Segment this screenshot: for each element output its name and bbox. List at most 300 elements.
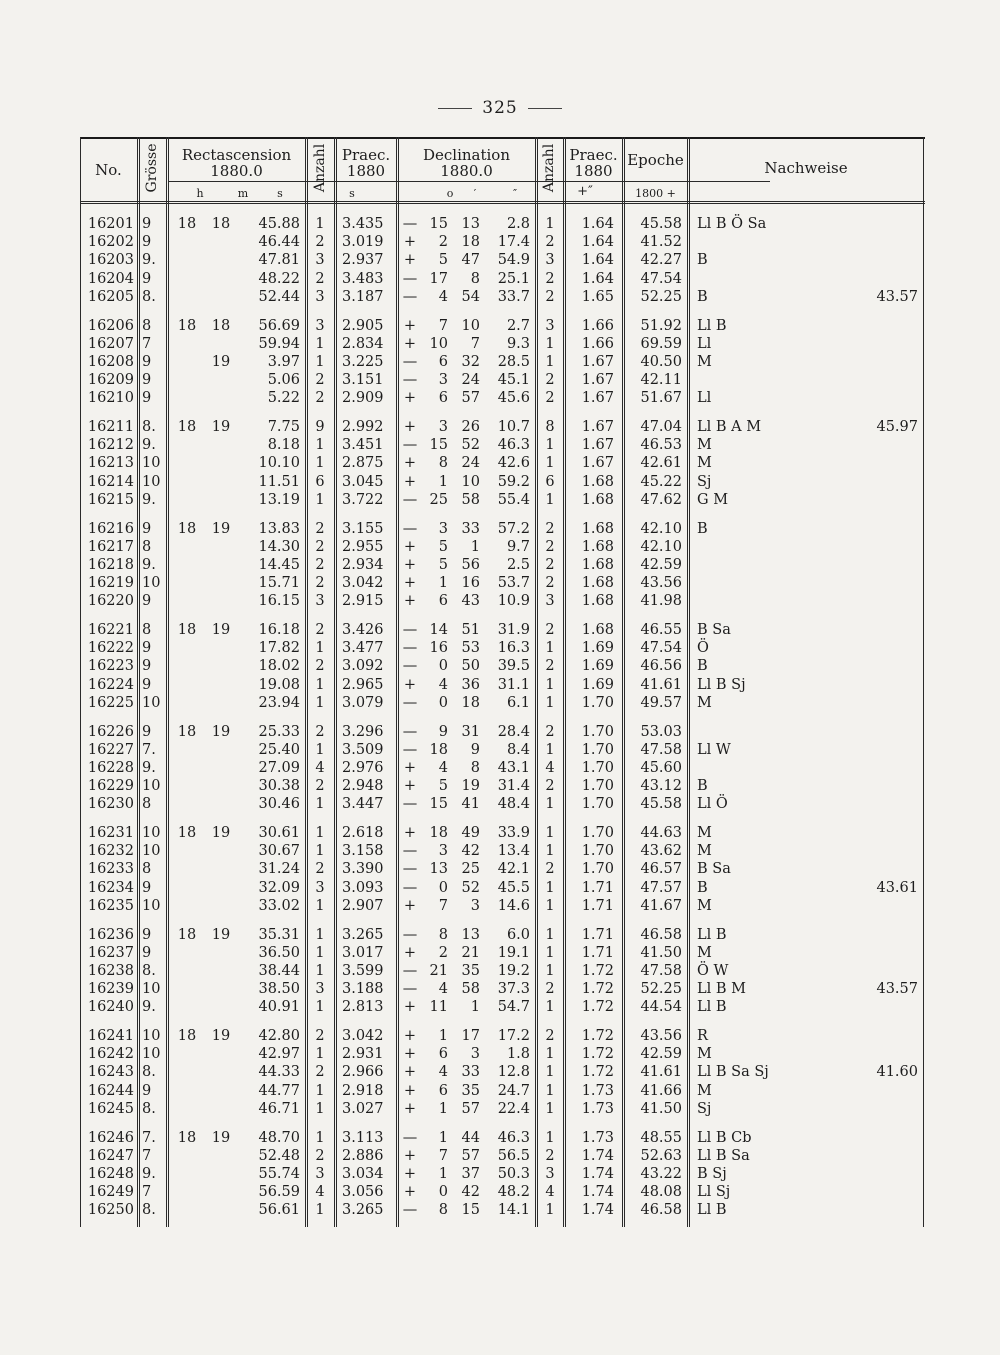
cell-epoche: 46.56: [640, 658, 682, 675]
cell-groesse: 9: [142, 723, 152, 740]
cell-epoche: 43.56: [640, 1028, 682, 1044]
cell-no: 16212: [87, 437, 134, 454]
cell-praec-dec: 1.70: [581, 741, 614, 758]
cell-praec-dec: 1.68: [581, 520, 614, 537]
cell-epoche: 42.10: [640, 520, 682, 537]
cell-dec-sec: 53.7: [497, 575, 530, 592]
cell-praec-dec: 1.73: [581, 1082, 614, 1099]
cell-dec-min: 13: [461, 926, 480, 943]
cell-praec-dec: 1.68: [581, 538, 614, 555]
cell-dec-deg: 16: [429, 640, 448, 657]
cell-dec-sec: 39.5: [497, 658, 530, 675]
cell-ra-m: 18: [211, 216, 231, 232]
cell-dec-deg: 5: [438, 556, 448, 573]
cell-note: 45.97: [876, 419, 918, 435]
cell-no: 16236: [87, 926, 134, 943]
cell-ra-h: 18: [177, 825, 197, 841]
cell-dec-min: 17: [461, 1028, 480, 1044]
cell-groesse: 9: [142, 640, 152, 657]
cell-epoche: 41.50: [640, 1100, 682, 1117]
cell-ra-s: 55.74: [258, 1165, 300, 1182]
cell-dec-min: 57: [461, 1147, 480, 1164]
cell-dec-deg: 6: [438, 593, 448, 610]
cell-ra-h: 18: [177, 622, 197, 638]
cell-praec-dec: 1.74: [581, 1165, 614, 1182]
cell-nachweise: Ll B M: [697, 981, 746, 998]
cell-praec-ra: 2.875: [342, 455, 384, 472]
cell-anzahl: 1: [315, 944, 325, 961]
cell-anzahl2: 1: [545, 491, 555, 508]
cell-dec-sign: —: [402, 640, 418, 657]
cell-dec-sign: +: [403, 1100, 417, 1117]
cell-dec-min: 16: [461, 575, 480, 592]
cell-no: 16243: [87, 1064, 134, 1081]
cell-anzahl: 1: [315, 897, 325, 914]
cell-dec-sec: 13.4: [497, 843, 530, 860]
cell-praec-dec: 1.66: [581, 317, 614, 334]
cell-anzahl2: 1: [545, 1046, 555, 1063]
cell-dec-sign: +: [403, 419, 417, 435]
cell-anzahl2: 1: [545, 741, 555, 758]
cell-groesse: 10: [142, 843, 161, 860]
cell-dec-sign: —: [402, 520, 418, 537]
cell-dec-deg: 10: [429, 335, 448, 352]
col-rule-no: [137, 137, 140, 1227]
cell-groesse: 8: [142, 317, 152, 334]
cell-nachweise: B: [697, 658, 708, 675]
cell-dec-deg: 3: [438, 520, 448, 537]
cell-dec-sign: —: [402, 658, 418, 675]
cell-ra-m: 18: [211, 317, 231, 334]
cell-no: 16248: [87, 1165, 134, 1182]
cell-praec-dec: 1.68: [581, 473, 614, 490]
page-number-text: 325: [482, 98, 518, 118]
cell-anzahl2: 4: [545, 759, 555, 776]
cell-ra-s: 14.45: [258, 556, 300, 573]
cell-anzahl: 1: [315, 1100, 325, 1117]
cell-anzahl2: 1: [545, 926, 555, 943]
cell-no: 16229: [87, 778, 134, 795]
cell-ra-s: 33.02: [258, 897, 300, 914]
cell-praec-ra: 3.447: [342, 796, 384, 813]
col-rule-anzahl: [334, 137, 337, 1227]
cell-praec-ra: 2.813: [342, 999, 384, 1016]
cell-dec-sign: +: [403, 455, 417, 472]
cell-ra-s: 42.97: [258, 1046, 300, 1063]
cell-dec-sign: +: [403, 1046, 417, 1063]
header-praec-dec-title: Praec.: [569, 146, 618, 164]
cell-dec-min: 58: [461, 981, 480, 998]
cell-dec-deg: 2: [438, 944, 448, 961]
cell-no: 16219: [87, 575, 134, 592]
cell-praec-dec: 1.64: [581, 270, 614, 287]
cell-dec-sec: 31.9: [497, 622, 530, 638]
cell-epoche: 47.58: [640, 741, 682, 758]
cell-praec-ra: 3.426: [342, 622, 384, 638]
cell-dec-deg: 1: [438, 1165, 448, 1182]
cell-groesse: 9: [142, 372, 152, 389]
cell-dec-deg: 0: [438, 694, 448, 711]
header-ra-unit-s: s: [277, 187, 283, 200]
cell-epoche: 46.58: [640, 926, 682, 943]
header-dec-epoch: 1880.0: [440, 162, 493, 180]
cell-epoche: 44.54: [640, 999, 682, 1016]
cell-praec-ra: 2.937: [342, 252, 384, 269]
cell-praec-dec: 1.64: [581, 252, 614, 269]
cell-anzahl: 1: [315, 335, 325, 352]
cell-dec-sign: —: [402, 694, 418, 711]
cell-praec-ra: 3.019: [342, 234, 384, 251]
cell-groesse: 9: [142, 593, 152, 610]
cell-groesse: 8.: [142, 288, 156, 305]
cell-no: 16237: [87, 944, 134, 961]
cell-dec-sec: 31.4: [497, 778, 530, 795]
cell-dec-sign: —: [402, 861, 418, 878]
cell-dec-deg: 0: [438, 1184, 448, 1201]
cell-no: 16234: [87, 879, 134, 896]
page-number-dash-left: [438, 108, 472, 109]
cell-anzahl: 1: [315, 1129, 325, 1146]
cell-praec-ra: 2.618: [342, 825, 384, 841]
cell-nachweise: Ll B Cb: [697, 1129, 752, 1146]
cell-dec-sign: —: [402, 926, 418, 943]
cell-praec-dec: 1.72: [581, 999, 614, 1016]
cell-anzahl: 6: [315, 473, 325, 490]
cell-dec-sign: +: [403, 1165, 417, 1182]
cell-anzahl: 4: [315, 1184, 325, 1201]
cell-praec-dec: 1.68: [581, 622, 614, 638]
cell-dec-sec: 45.5: [497, 879, 530, 896]
cell-dec-min: 52: [461, 879, 480, 896]
header-praec-ra-year: 1880: [346, 162, 386, 180]
cell-ra-h: 18: [177, 1028, 197, 1044]
cell-praec-dec: 1.68: [581, 556, 614, 573]
cell-dec-sign: +: [403, 778, 417, 795]
cell-ra-s: 38.44: [258, 962, 300, 979]
cell-epoche: 43.22: [640, 1165, 682, 1182]
cell-note: 43.57: [876, 981, 918, 998]
col-rule-praec-ra: [396, 137, 399, 1227]
cell-dec-sign: —: [402, 1129, 418, 1146]
cell-praec-ra: 3.187: [342, 288, 384, 305]
cell-praec-ra: 3.056: [342, 1184, 384, 1201]
cell-nachweise: M: [697, 897, 712, 914]
cell-ra-h: 18: [177, 419, 197, 435]
cell-praec-ra: 2.915: [342, 593, 384, 610]
cell-groesse: 9.: [142, 437, 156, 454]
cell-dec-sign: +: [403, 234, 417, 251]
cell-epoche: 47.57: [640, 879, 682, 896]
cell-praec-dec: 1.69: [581, 640, 614, 657]
cell-groesse: 7.: [142, 741, 156, 758]
cell-ra-s: 56.61: [258, 1202, 300, 1219]
page-number: [0, 98, 1000, 118]
cell-epoche: 41.67: [640, 897, 682, 914]
cell-no: 16228: [87, 759, 134, 776]
cell-no: 16226: [87, 723, 134, 740]
cell-ra-s: 10.10: [258, 455, 300, 472]
cell-dec-deg: 9: [438, 723, 448, 740]
cell-nachweise: Ll B: [697, 317, 727, 334]
header-epoche: Epoche: [627, 151, 684, 169]
cell-anzahl2: 6: [545, 473, 555, 490]
cell-groesse: 9: [142, 390, 152, 407]
cell-anzahl: 3: [315, 593, 325, 610]
cell-no: 16213: [87, 455, 134, 472]
header-dec-unit-deg: o: [446, 187, 454, 200]
cell-anzahl2: 1: [545, 1064, 555, 1081]
cell-dec-min: 25: [461, 861, 480, 878]
cell-anzahl2: 2: [545, 778, 555, 795]
cell-dec-deg: 17: [429, 270, 448, 287]
cell-praec-dec: 1.68: [581, 593, 614, 610]
cell-dec-sign: +: [403, 390, 417, 407]
cell-dec-sec: 33.9: [497, 825, 530, 841]
cell-dec-min: 51: [461, 622, 480, 638]
cell-no: 16220: [87, 593, 134, 610]
cell-no: 16241: [87, 1028, 134, 1044]
cell-no: 16210: [87, 390, 134, 407]
cell-dec-sec: 42.1: [497, 861, 530, 878]
cell-anzahl2: 2: [545, 270, 555, 287]
cell-dec-deg: 15: [429, 796, 448, 813]
cell-dec-sign: —: [402, 216, 418, 232]
cell-praec-dec: 1.72: [581, 1046, 614, 1063]
cell-epoche: 45.58: [640, 216, 682, 232]
cell-groesse: 9.: [142, 759, 156, 776]
cell-praec-ra: 3.599: [342, 962, 384, 979]
cell-dec-min: 53: [461, 640, 480, 657]
cell-ra-m: 19: [211, 723, 231, 740]
cell-praec-ra: 3.027: [342, 1100, 384, 1117]
cell-ra-h: 18: [177, 520, 197, 537]
header-sub-rule: [168, 181, 770, 182]
cell-dec-sign: +: [403, 676, 417, 693]
cell-praec-ra: 3.390: [342, 861, 384, 878]
cell-epoche: 41.61: [640, 676, 682, 693]
cell-dec-min: 19: [461, 778, 480, 795]
cell-no: 16230: [87, 796, 134, 813]
cell-dec-deg: 6: [438, 1082, 448, 1099]
cell-anzahl2: 1: [545, 1129, 555, 1146]
cell-dec-sec: 45.6: [497, 390, 530, 407]
cell-dec-deg: 6: [438, 1046, 448, 1063]
cell-dec-min: 43: [461, 593, 480, 610]
cell-dec-sign: —: [402, 270, 418, 287]
cell-dec-sign: —: [402, 796, 418, 813]
cell-no: 16214: [87, 473, 134, 490]
cell-epoche: 52.25: [640, 288, 682, 305]
cell-dec-min: 10: [461, 317, 480, 334]
cell-dec-min: 9: [470, 741, 480, 758]
cell-praec-dec: 1.72: [581, 1064, 614, 1081]
cell-praec-dec: 1.71: [581, 879, 614, 896]
cell-dec-sec: 33.7: [497, 288, 530, 305]
cell-nachweise: M: [697, 437, 712, 454]
cell-dec-min: 26: [461, 419, 480, 435]
cell-anzahl: 3: [315, 317, 325, 334]
cell-praec-dec: 1.67: [581, 437, 614, 454]
cell-ra-s: 7.75: [267, 419, 300, 435]
cell-dec-min: 10: [461, 473, 480, 490]
cell-epoche: 69.59: [640, 335, 682, 352]
cell-praec-ra: 2.909: [342, 390, 384, 407]
cell-epoche: 41.50: [640, 944, 682, 961]
cell-dec-deg: 11: [429, 999, 448, 1016]
cell-dec-deg: 13: [429, 861, 448, 878]
cell-praec-ra: 2.931: [342, 1046, 384, 1063]
cell-ra-s: 56.59: [258, 1184, 300, 1201]
cell-dec-deg: 0: [438, 658, 448, 675]
cell-no: 16207: [87, 335, 134, 352]
cell-dec-min: 37: [461, 1165, 480, 1182]
cell-anzahl2: 2: [545, 1147, 555, 1164]
cell-anzahl: 2: [315, 778, 325, 795]
cell-praec-dec: 1.70: [581, 778, 614, 795]
cell-anzahl2: 1: [545, 437, 555, 454]
cell-anzahl: 9: [315, 419, 325, 435]
cell-ra-s: 16.15: [258, 593, 300, 610]
cell-groesse: 8.: [142, 1100, 156, 1117]
cell-epoche: 40.50: [640, 353, 682, 370]
cell-dec-min: 32: [461, 353, 480, 370]
cell-anzahl2: 2: [545, 861, 555, 878]
cell-dec-min: 8: [470, 270, 480, 287]
cell-nachweise: Ll B: [697, 999, 727, 1016]
cell-nachweise: Sj: [697, 1100, 712, 1117]
cell-dec-sign: +: [403, 575, 417, 592]
cell-groesse: 10: [142, 455, 161, 472]
cell-praec-dec: 1.67: [581, 353, 614, 370]
cell-praec-ra: 2.886: [342, 1147, 384, 1164]
cell-dec-min: 52: [461, 437, 480, 454]
cell-ra-h: 18: [177, 1129, 197, 1146]
cell-no: 16205: [87, 288, 134, 305]
cell-epoche: 42.59: [640, 1046, 682, 1063]
cell-praec-ra: 2.966: [342, 1064, 384, 1081]
cell-praec-ra: 2.948: [342, 778, 384, 795]
cell-dec-sign: +: [403, 1082, 417, 1099]
cell-dec-sign: —: [402, 491, 418, 508]
cell-dec-min: 54: [461, 288, 480, 305]
col-rule-praec-dec: [622, 137, 625, 1227]
cell-praec-dec: 1.72: [581, 981, 614, 998]
cell-groesse: 9.: [142, 556, 156, 573]
cell-anzahl2: 1: [545, 353, 555, 370]
cell-dec-sign: +: [403, 897, 417, 914]
cell-dec-deg: 18: [429, 741, 448, 758]
cell-dec-sign: —: [402, 981, 418, 998]
cell-ra-s: 42.80: [258, 1028, 300, 1044]
cell-nachweise: Ll Sj: [697, 1184, 731, 1201]
header-dec-title: Declination: [422, 146, 511, 164]
cell-dec-sign: +: [403, 1147, 417, 1164]
cell-dec-sec: 2.8: [506, 216, 530, 232]
cell-groesse: 8.: [142, 419, 156, 435]
header-ra-unit-m: m: [237, 187, 249, 200]
cell-groesse: 9: [142, 676, 152, 693]
cell-anzahl2: 2: [545, 390, 555, 407]
cell-no: 16221: [87, 622, 134, 638]
cell-praec-dec: 1.67: [581, 419, 614, 435]
cell-groesse: 7.: [142, 1129, 156, 1146]
cell-groesse: 7: [142, 1184, 152, 1201]
cell-anzahl: 1: [315, 216, 325, 232]
cell-anzahl2: 1: [545, 335, 555, 352]
cell-dec-deg: 18: [429, 825, 448, 841]
cell-dec-min: 42: [461, 843, 480, 860]
cell-ra-h: 18: [177, 926, 197, 943]
cell-nachweise: Ll B Ö Sa: [697, 216, 767, 232]
cell-groesse: 9: [142, 926, 152, 943]
cell-ra-s: 36.50: [258, 944, 300, 961]
cell-dec-min: 44: [461, 1129, 480, 1146]
cell-praec-dec: 1.70: [581, 843, 614, 860]
cell-groesse: 10: [142, 897, 161, 914]
cell-praec-dec: 1.72: [581, 962, 614, 979]
cell-dec-min: 58: [461, 491, 480, 508]
cell-nachweise: B: [697, 252, 708, 269]
cell-epoche: 42.10: [640, 538, 682, 555]
cell-dec-sec: 28.5: [497, 353, 530, 370]
cell-epoche: 47.04: [640, 419, 682, 435]
cell-ra-m: 19: [211, 622, 231, 638]
cell-dec-sec: 54.7: [497, 999, 530, 1016]
cell-groesse: 8.: [142, 1202, 156, 1219]
cell-dec-sec: 56.5: [497, 1147, 530, 1164]
cell-ra-s: 52.48: [258, 1147, 300, 1164]
cell-dec-sec: 43.1: [497, 759, 530, 776]
cell-praec-dec: 1.74: [581, 1147, 614, 1164]
cell-anzahl: 2: [315, 372, 325, 389]
cell-note: 41.60: [876, 1064, 918, 1081]
cell-praec-ra: 3.155: [342, 520, 384, 537]
cell-nachweise: B: [697, 879, 708, 896]
cell-anzahl: 1: [315, 1202, 325, 1219]
cell-dec-sec: 17.4: [497, 234, 530, 251]
cell-dec-min: 1: [470, 538, 480, 555]
cell-no: 16208: [87, 353, 134, 370]
cell-praec-ra: 2.907: [342, 897, 384, 914]
cell-praec-ra: 2.905: [342, 317, 384, 334]
cell-nachweise: B: [697, 520, 708, 537]
cell-dec-deg: 21: [429, 962, 448, 979]
header-ra-unit-h: h: [196, 187, 204, 200]
cell-groesse: 8.: [142, 962, 156, 979]
cell-dec-deg: 7: [438, 1147, 448, 1164]
cell-groesse: 10: [142, 473, 161, 490]
cell-ra-s: 56.69: [258, 317, 300, 334]
cell-no: 16203: [87, 252, 134, 269]
cell-ra-m: 19: [211, 419, 231, 435]
cell-dec-sign: —: [402, 962, 418, 979]
cell-groesse: 9: [142, 216, 152, 232]
cell-ra-s: 15.71: [258, 575, 300, 592]
cell-no: 16223: [87, 658, 134, 675]
cell-anzahl: 2: [315, 1064, 325, 1081]
cell-praec-ra: 3.158: [342, 843, 384, 860]
cell-dec-sec: 46.3: [497, 1129, 530, 1146]
cell-dec-sec: 19.2: [497, 962, 530, 979]
cell-dec-sec: 17.2: [497, 1028, 530, 1044]
cell-dec-sign: +: [403, 825, 417, 841]
cell-praec-ra: 3.151: [342, 372, 384, 389]
cell-groesse: 10: [142, 1028, 161, 1044]
cell-epoche: 43.56: [640, 575, 682, 592]
cell-praec-dec: 1.71: [581, 926, 614, 943]
cell-dec-min: 49: [461, 825, 480, 841]
cell-epoche: 47.62: [640, 491, 682, 508]
